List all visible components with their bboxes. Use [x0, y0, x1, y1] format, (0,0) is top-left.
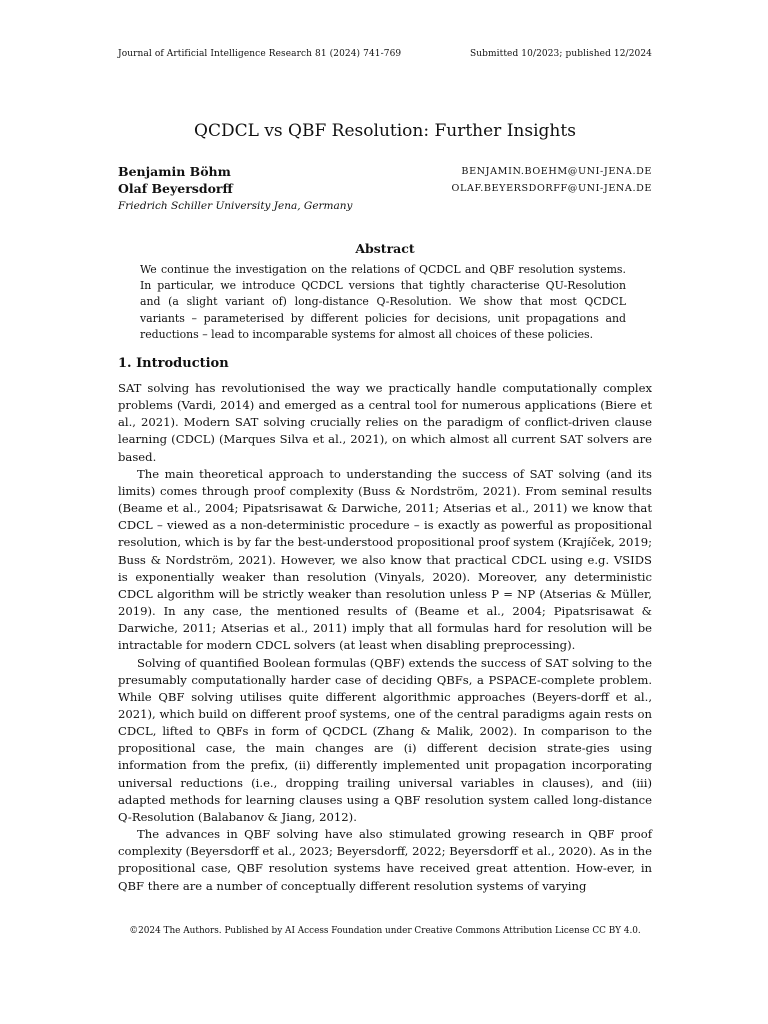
- body-text: [118, 380, 652, 895]
- submission-dates: Submitted 10/2023; published 12/2024: [469, 49, 652, 59]
- paragraph: SAT solving has revolutionised the way we practically handle computationally complex problems (Vardi, 2014) and emerged as a central tool for numerous applications (Biere et al., 2021). Modern SAT solving crucially relies on the paradigm of conflict-driven clause learning (CDCL) (Marques Silva et al., 2021), on which almost all current SAT solvers are based.: [118, 381, 652, 464]
- journal-citation: Journal of Artificial Intelligence Research 81 (2024) 741-769: [118, 49, 402, 59]
- author-block: [118, 163, 652, 214]
- paragraph: The main theoretical approach to understanding the success of SAT solving (and its limits) comes through proof complexity (Buss & Nordström, 2021). From seminal results (Beame et al., 2004; Pipatsrisawat & Darwiche, 2011; Atserias et al., 2011) we know that CDCL – viewed as a non-deterministic procedure – is exactly as powerful as propositional resolution, which is by far the best-understood propositional proof system (Krajíček, 2019; Buss & Nordström, 2021). However, we also know that practical CDCL using e.g. VSIDS is exponentially weaker than resolution (Vinyals, 2020). Moreover, any deterministic CDCL algorithm will be strictly weaker than resolution unless P = NP (Atserias & Müller, 2019). In any case, the mentioned results of (Beame et al., 2004; Pipatsrisawat & Darwiche, 2011; Atserias et al., 2011) imply that all formulas hard for resolution will be intractable for modern CDCL solvers (at least when disabling preprocessing).: [118, 466, 652, 653]
- paragraph: The advances in QBF solving have also stimulated growing research in QBF proof complexity (Beyersdorff et al., 2023; Beyersdorff, 2022; Beyersdorff et al., 2020). As in the propositional case, QBF resolution systems have received great attention. How-ever, in QBF there are a number of conceptually different resolution systems of varying: [118, 827, 652, 893]
- author-email: OLAF.BEYERSDORFF@UNI-JENA.DE: [451, 183, 652, 194]
- author-name: Olaf Beyersdorff: [118, 181, 233, 196]
- author-row: [118, 163, 652, 180]
- author-row: [118, 180, 652, 197]
- license-footer: ©2024 The Authors. Published by AI Access Foundation under Creative Commons Attribution License CC BY 4.0.: [129, 926, 641, 936]
- affiliation: Friedrich Schiller University Jena, Germany: [118, 200, 353, 212]
- paper-title: QCDCL vs QBF Resolution: Further Insights: [194, 121, 576, 141]
- author-email: BENJAMIN.BOEHM@UNI-JENA.DE: [461, 166, 652, 177]
- author-name: Benjamin Böhm: [118, 164, 231, 179]
- section-heading: 1. Introduction: [118, 356, 229, 371]
- abstract-heading: Abstract: [355, 241, 415, 256]
- paragraph: Solving of quantified Boolean formulas (QBF) extends the success of SAT solving to the presumably computationally harder case of deciding QBFs, a PSPACE-complete problem. While QBF solving utilises quite different algorithmic approaches (Beyers-dorff et al., 2021), which build on different proof systems, one of the central paradigms again rests on CDCL, lifted to QBFs in form of QCDCL (Zhang & Malik, 2002). In comparison to the propositional case, the main changes are (i) different decision strate-gies using information from the prefix, (ii) differently implemented unit propagation incorporating universal reductions (i.e., dropping trailing universal variables in clauses), and (iii) adapted methods for learning clauses using a QBF resolution system called long-distance Q-Resolution (Balabanov & Jiang, 2012).: [118, 655, 652, 824]
- abstract-text: We continue the investigation on the relations of QCDCL and QBF resolution systems. In particular, we introduce QCDCL versions that tightly characterise QU-Resolution and (a slight variant of) long-distance Q-Resolution. We show that most QCDCL variants – parameterised by different policies for decisions, unit propagations and reductions – lead to incomparable systems for almost all choices of these policies.: [140, 263, 626, 341]
